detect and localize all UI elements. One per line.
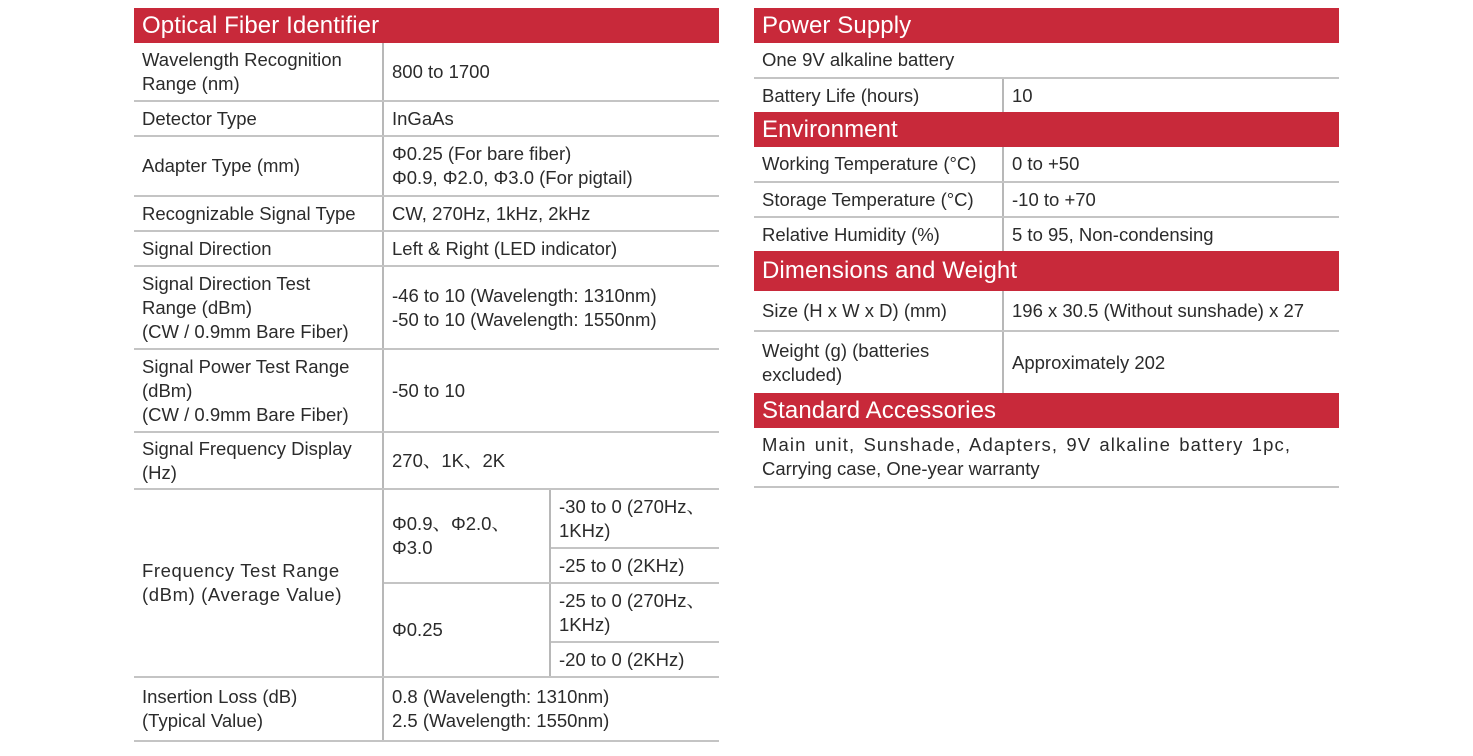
table-row <box>134 136 719 196</box>
power-supply-section <box>754 8 1339 112</box>
table-row <box>754 182 1339 217</box>
spec-table <box>754 43 1339 112</box>
spec-table <box>754 147 1339 251</box>
spec-value: -50 to 10 <box>383 349 719 432</box>
optical-fiber-identifier-section <box>134 8 719 742</box>
spec-value: 0.8 (Wavelength: 1310nm) 2.5 (Wavelength: 1550nm) <box>383 677 719 741</box>
table-row <box>754 428 1339 487</box>
table-row <box>754 147 1339 182</box>
standard-accessories-section <box>754 393 1339 488</box>
spec-table <box>754 428 1339 488</box>
range-value: -30 to 0 (270Hz、 1KHz) <box>550 489 719 548</box>
adapter-group: Φ0.25 <box>383 583 550 677</box>
spec-label: Recognizable Signal Type <box>134 196 383 231</box>
section-title: Standard Accessories <box>754 393 1339 428</box>
spec-label: Battery Life (hours) <box>754 78 1003 112</box>
table-row <box>754 291 1339 331</box>
spec-label: Wavelength Recognition Range (nm) <box>134 43 383 101</box>
table-row <box>134 196 719 231</box>
spec-value: 10 <box>1012 84 1033 106</box>
spec-table <box>134 43 719 742</box>
spec-label: Signal Power Test Range (dBm) (CW / 0.9mm Bare Fiber) <box>134 349 383 432</box>
spec-value: Approximately 202 <box>1012 351 1166 373</box>
spec-label: Weight (g) (batteries excluded) <box>754 331 1003 393</box>
section-title: Environment <box>754 112 1339 147</box>
table-row <box>134 266 719 349</box>
spec-label: Insertion Loss (dB) (Typical Value) <box>134 677 383 741</box>
right-column <box>754 8 1339 488</box>
spec-label: Storage Temperature (°C) <box>754 182 1003 217</box>
spec-table <box>754 291 1339 393</box>
table-row <box>134 489 719 548</box>
spec-label: Signal Direction <box>134 231 383 266</box>
adapter-group: Φ0.9、Φ2.0、 Φ3.0 <box>383 489 550 583</box>
spec-value: Φ0.25 (For bare fiber) Φ0.9, Φ2.0, Φ3.0 (For pigtail) <box>383 136 719 196</box>
spec-value: 196 x 30.5 (Without sunshade) x 27 <box>1003 291 1339 331</box>
spec-value: 270、1K、2K <box>383 432 719 489</box>
section-title: Power Supply <box>754 8 1339 43</box>
spec-full-text: One 9V alkaline battery <box>754 43 1339 78</box>
table-row <box>754 217 1339 251</box>
range-value: -25 to 0 (2KHz) <box>550 548 719 583</box>
table-row <box>134 432 719 489</box>
dimensions-weight-section <box>754 251 1339 393</box>
environment-section <box>754 112 1339 251</box>
spec-value: CW, 270Hz, 1kHz, 2kHz <box>383 196 719 231</box>
range-value: -20 to 0 (2KHz) <box>550 642 719 677</box>
spec-value: -46 to 10 (Wavelength: 1310nm) -50 to 10 (Wavelength: 1550nm) <box>383 266 719 349</box>
table-row <box>754 43 1339 78</box>
spec-value: 800 to 1700 <box>383 43 719 101</box>
spec-value: InGaAs <box>383 101 719 136</box>
table-row <box>754 78 1339 112</box>
table-row <box>134 349 719 432</box>
spec-label: Signal Frequency Display (Hz) <box>134 432 383 489</box>
spec-label: Detector Type <box>134 101 383 136</box>
section-title: Optical Fiber Identifier <box>134 8 719 43</box>
spec-label: Signal Direction Test Range (dBm) (CW / 0.9mm Bare Fiber) <box>134 266 383 349</box>
spec-label: Relative Humidity (%) <box>754 217 1003 251</box>
accessories-list: Main unit, Sunshade, Adapters, 9V alkaline battery 1pc, Carrying case, One-year warranty <box>754 428 1339 487</box>
spec-label: Working Temperature (°C) <box>754 147 1003 182</box>
section-title: Dimensions and Weight <box>754 251 1339 291</box>
spec-value: -10 to +70 <box>1003 182 1339 217</box>
spec-value: Left & Right (LED indicator) <box>383 231 719 266</box>
spec-value: 0 to +50 <box>1003 147 1339 182</box>
spec-value: 5 to 95, Non-condensing <box>1012 223 1214 245</box>
spec-label: Adapter Type (mm) <box>134 136 383 196</box>
table-row <box>134 101 719 136</box>
spec-label: Size (H x W x D) (mm) <box>754 291 1003 331</box>
table-row <box>134 677 719 741</box>
table-row <box>754 331 1339 393</box>
range-value: -25 to 0 (270Hz、 1KHz) <box>550 583 719 642</box>
table-row <box>134 231 719 266</box>
table-row <box>134 43 719 101</box>
spec-label: Frequency Test Range (dBm) (Average Value) <box>134 489 383 677</box>
